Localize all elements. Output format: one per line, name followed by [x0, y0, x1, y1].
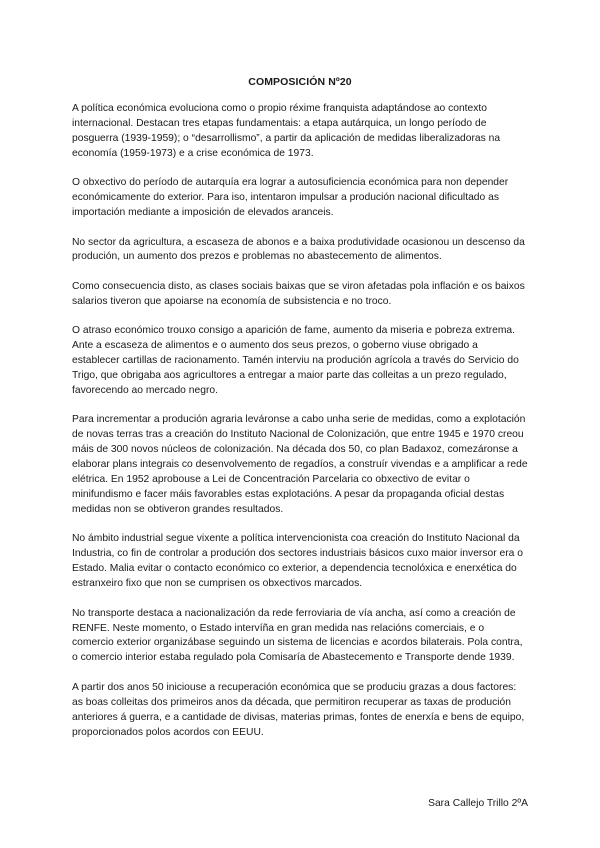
document-title: COMPOSICIÓN Nº20: [248, 76, 352, 88]
paragraph-agrarian-measures: Para incrementar a produción agraria leváronse a cabo unha serie de medidas, como a explotación de novas terras tras a creación do Instituto Nacional de Colonización, que entre 1945 e 1970 creou máis de 300 novos núcleos de colonización. Na década dos 50, co plan Badaxoz, comezáronse a elaborar plans integrais co desenvolvemento de regadíos, a construír vivendas e a amplificar a rede elétrica. En 1952 aprobouse a Lei de Concentración Parcelaria co obxectivo de evitar o minifundismo e facer máis favorables estas explotacións. A pesar da propaganda oficial destas medidas non se obtiveron grandes resultados.: [72, 414, 528, 515]
paragraph-recovery: A partir dos anos 50 iniciouse a recuperación económica que se produciu grazas a dous factores: as boas colleitas dos primeiros anos da década, que permitiron recuperar as taxas de produción anteriores á guerra, e a cantidade de divisas, materias primas, fontes de enerxía e bens de equipo, proporcionados polos acordos con EEUU.: [72, 681, 525, 738]
paragraph-transport: No transporte destaca a nacionalización da rede ferroviaria de vía ancha, así como a creación de RENFE. Neste momento, o Estado intervíña en gran medida nas relacións comerciais, e o comercio exterior organizábase seguindo un sistema de licencias e acordos bilaterais. Pola contra, o comercio interior estaba regulado pola Comisaría de Abastecemento e Transporte dende 1939.: [72, 607, 523, 664]
paragraph-intro: A política económica evoluciona como o propio réxime franquista adaptándose ao contexto internacional. Destacan tres etapas fundamentais: a etapa autárquica, un longo período de posguerra (1939-1959); o “desarrollismo”, a partir da aplicación de medidas liberalizadoras na economía (1959-1973) e a crise económica de 1973.: [72, 103, 501, 159]
author-signature: Sara Callejo Trillo 2ºA: [428, 798, 528, 809]
document-body: [72, 76, 528, 755]
paragraph-agriculture: No sector da agricultura, a escaseza de abonos e a baixa produtividade ocasionou un descenso da produción, un aumento dos prezos e problemas no abastecemento de alimentos.: [72, 236, 525, 263]
paragraph-economic-delay: O atraso económico trouxo consigo a aparición de fame, aumento da miseria e pobreza extrema. Ante a escaseza de alimentos e o aumento dos seus prezos, o goberno viuse obrigado a establecer cartillas de racionamento. Tamén interviu na produción agrícola a través do Servicio do Trigo, que obrigaba aos agricultores a entregar a maior parte das colleitas a un prezo regulado, favorecendo ao mercado negro.: [72, 325, 519, 396]
paragraph-industry: No ámbito industrial segue vixente a política intervencionista coa creación do Instituto Nacional da Industria, co fin de controlar a produción dos sectores industriais básicos cuxo maior inversor era o Estado. Malia evitar o contacto económico co exterior, a dependencia tecnolóxica e enerxética do estranxeiro fixo que non se cumprisen os obxectivos marcados.: [72, 533, 523, 590]
paragraph-social-consequences: Como consecuencia disto, as clases sociais baixas que se viron afetadas pola inflación e os baixos salarios tiveron que apoiarse na economía de subsistencia e no troco.: [72, 280, 525, 307]
paragraph-autarky: O obxectivo do período de autarquía era lograr a autosuficiencia económica para non depender económicamente do exterior. Para iso, intentaron impulsar a produción nacional dificultado as importación mediante a imposición de elevados aranceis.: [72, 177, 509, 219]
